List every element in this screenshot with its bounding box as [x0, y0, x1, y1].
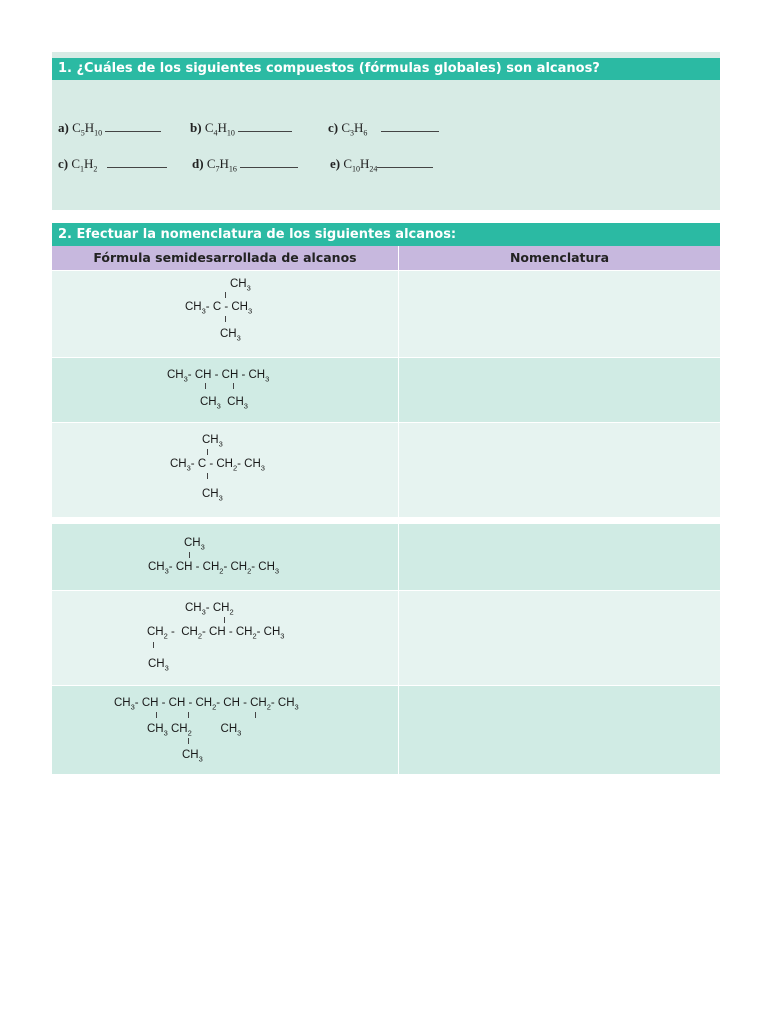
- formula-main: $CH_2 - CH_2-$ CH - $CH_2-$ $CH_3$: [147, 626, 285, 641]
- formula-cell: [52, 423, 399, 517]
- column-header-nomenclature: Nomenclatura: [509, 250, 610, 265]
- formula-bottom: $CH_3$: [220, 328, 241, 343]
- nomenclature-cell[interactable]: [399, 358, 720, 422]
- answer-blank[interactable]: [381, 121, 439, 132]
- table-row: [52, 357, 720, 422]
- formula-cell: [52, 524, 399, 590]
- formula-bottom: $CH_3$: [148, 658, 169, 673]
- formula-cell: [52, 686, 399, 774]
- nomenclature-cell[interactable]: [399, 591, 720, 685]
- nomenclature-cell[interactable]: [399, 524, 720, 590]
- table-row: [52, 685, 720, 774]
- question-2-title: 2. Efectuar la nomenclatura de los siguientes alcanos:: [52, 223, 720, 246]
- question-2-panel: [52, 223, 720, 774]
- option-d: d) $C_7H_{16}$: [192, 156, 298, 174]
- formula-main: $CH_3-$ CH - CH - $CH_3$: [167, 369, 270, 384]
- answer-blank[interactable]: [107, 157, 167, 168]
- formula-bottom: $CH_3$: [202, 488, 223, 503]
- option-b: b) $C_4H_{10}$: [190, 120, 292, 138]
- option-a: a) $C_5H_{10}$: [58, 120, 161, 138]
- formula-top: $CH_3$: [184, 537, 205, 552]
- formula-main: $CH_3-$ CH - CH - $CH_2-$ CH - $CH_2-$ $CH_3$: [114, 697, 299, 712]
- formula-main: $CH_3-$ C - $CH_2-$ $CH_3$: [170, 458, 265, 473]
- formula-top: $CH_3$: [202, 434, 223, 449]
- answer-blank[interactable]: [377, 157, 433, 168]
- nomenclature-cell[interactable]: [399, 423, 720, 517]
- formula-bottom-2: $CH_3$: [182, 749, 203, 764]
- table-row: [52, 523, 720, 590]
- formula-cell: [52, 358, 399, 422]
- formula-bottom: $CH_3$ $CH_3$: [200, 396, 248, 411]
- table-header: [52, 246, 720, 270]
- table-row: [52, 590, 720, 685]
- nomenclature-cell[interactable]: [399, 271, 720, 357]
- question-1-panel: [52, 52, 720, 210]
- formula-main: $CH_3-$ CH - $CH_2-$ $CH_2-$ $CH_3$: [148, 561, 280, 576]
- nomenclature-cell[interactable]: [399, 686, 720, 774]
- option-c: c) $C_3H_6$: [328, 120, 439, 138]
- table-row: [52, 422, 720, 517]
- column-header-formula: Fórmula semidesarrollada de alcanos: [52, 246, 399, 270]
- answer-blank[interactable]: [238, 121, 292, 132]
- formula-top: $CH_3$: [230, 278, 251, 293]
- formula-main: $CH_3-$ C - $CH_3$: [185, 301, 253, 316]
- formula-bottom: $CH_3$ $CH_2$ $CH_3$: [147, 723, 242, 738]
- option-e: e) $C_{10}H_{24}$: [330, 156, 433, 174]
- formula-top: $CH_3-$ $CH_2$: [185, 602, 234, 617]
- question-1-title: 1. ¿Cuáles de los siguientes compuestos (fórmulas globales) son alcanos?: [52, 58, 720, 80]
- answer-blank[interactable]: [240, 157, 298, 168]
- option-c2: c) $C_1H_2$: [58, 156, 167, 174]
- answer-blank[interactable]: [105, 121, 161, 132]
- formula-cell: [52, 591, 399, 685]
- formula-cell: [52, 271, 399, 357]
- table-row: [52, 270, 720, 357]
